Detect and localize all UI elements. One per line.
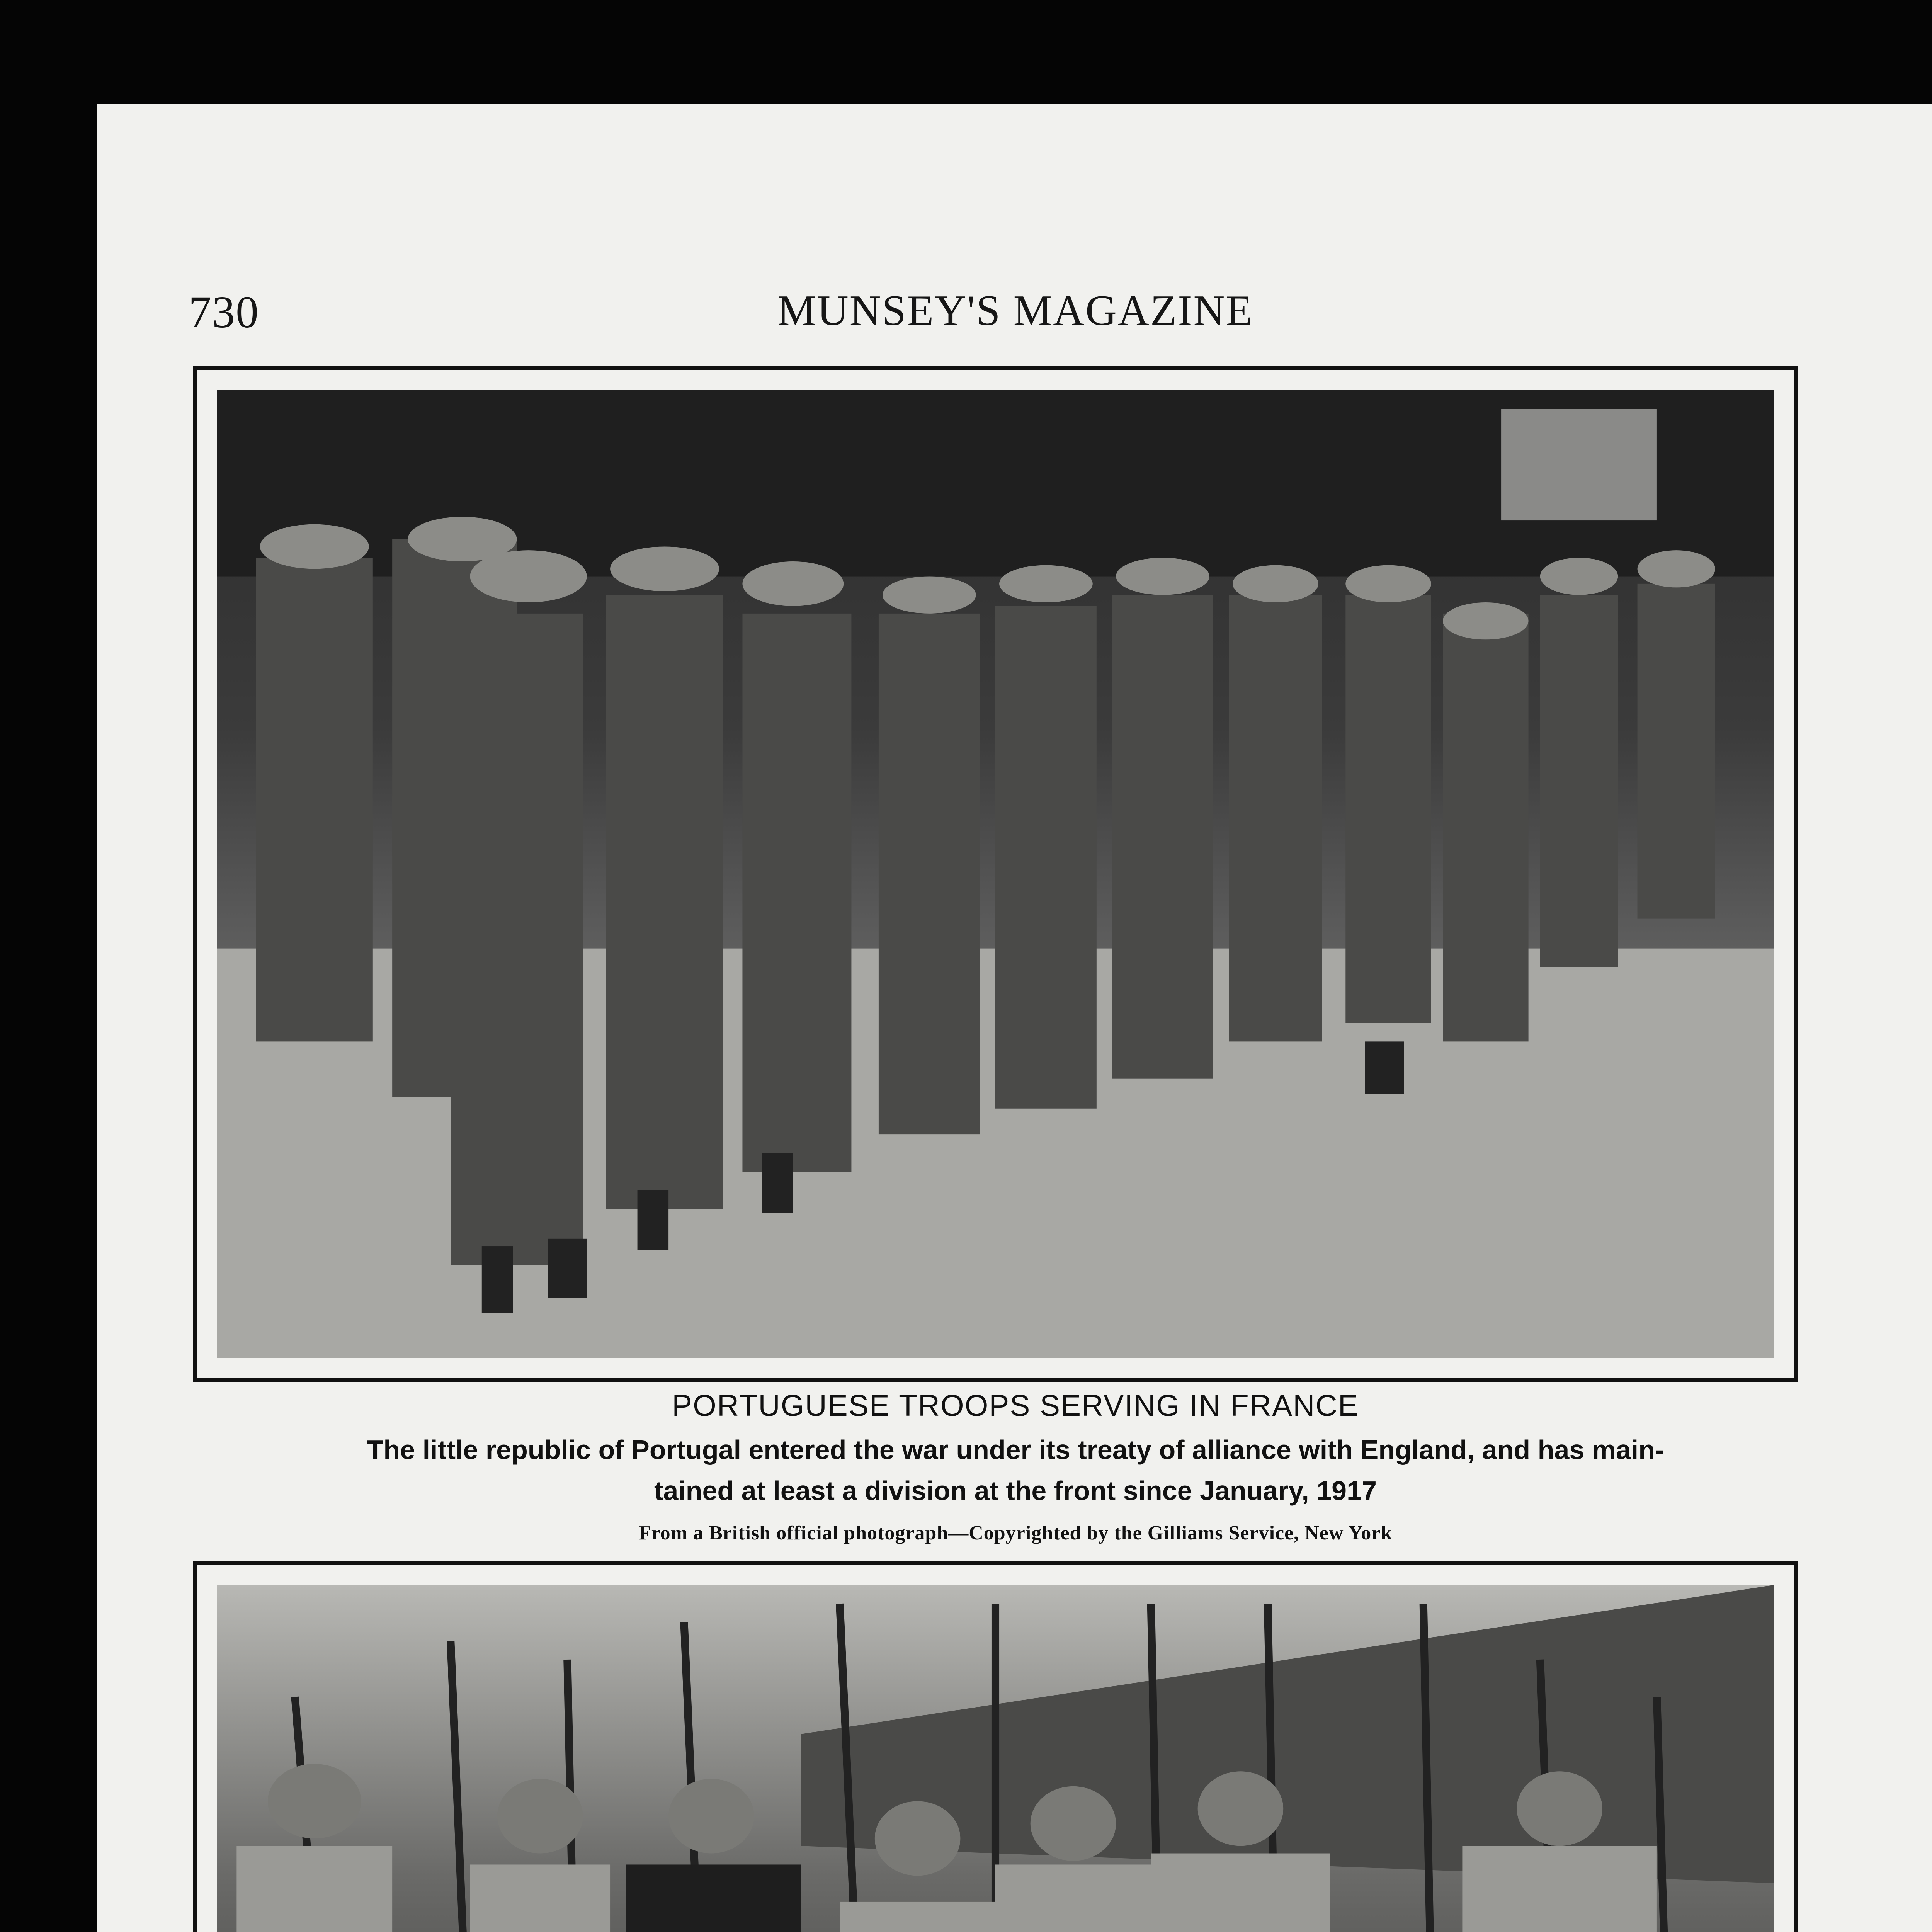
photo1-credit: From a British official photograph—Copyrighted by the Gilliams Service, New York: [638, 1522, 1393, 1544]
photo1-title: PORTUGUESE TROOPS SERVING IN FRANCE: [672, 1388, 1359, 1422]
photo-portuguese-troops: [217, 390, 1774, 1358]
photo1-caption-line2: tained at least a division at the front since January, 1917: [654, 1476, 1377, 1506]
running-head: MUNSEY'S MAGAZINE: [777, 287, 1253, 335]
photo-frame-portuguese-troops: [193, 366, 1798, 1382]
photo1-caption-line1: The little republic of Portugal entered the war under its treaty of alliance with England, and has main-: [367, 1435, 1664, 1465]
photo-polish-regiment: [217, 1585, 1774, 1932]
photo-frame-polish-regiment: [193, 1561, 1798, 1932]
page-number: 730: [189, 287, 259, 337]
